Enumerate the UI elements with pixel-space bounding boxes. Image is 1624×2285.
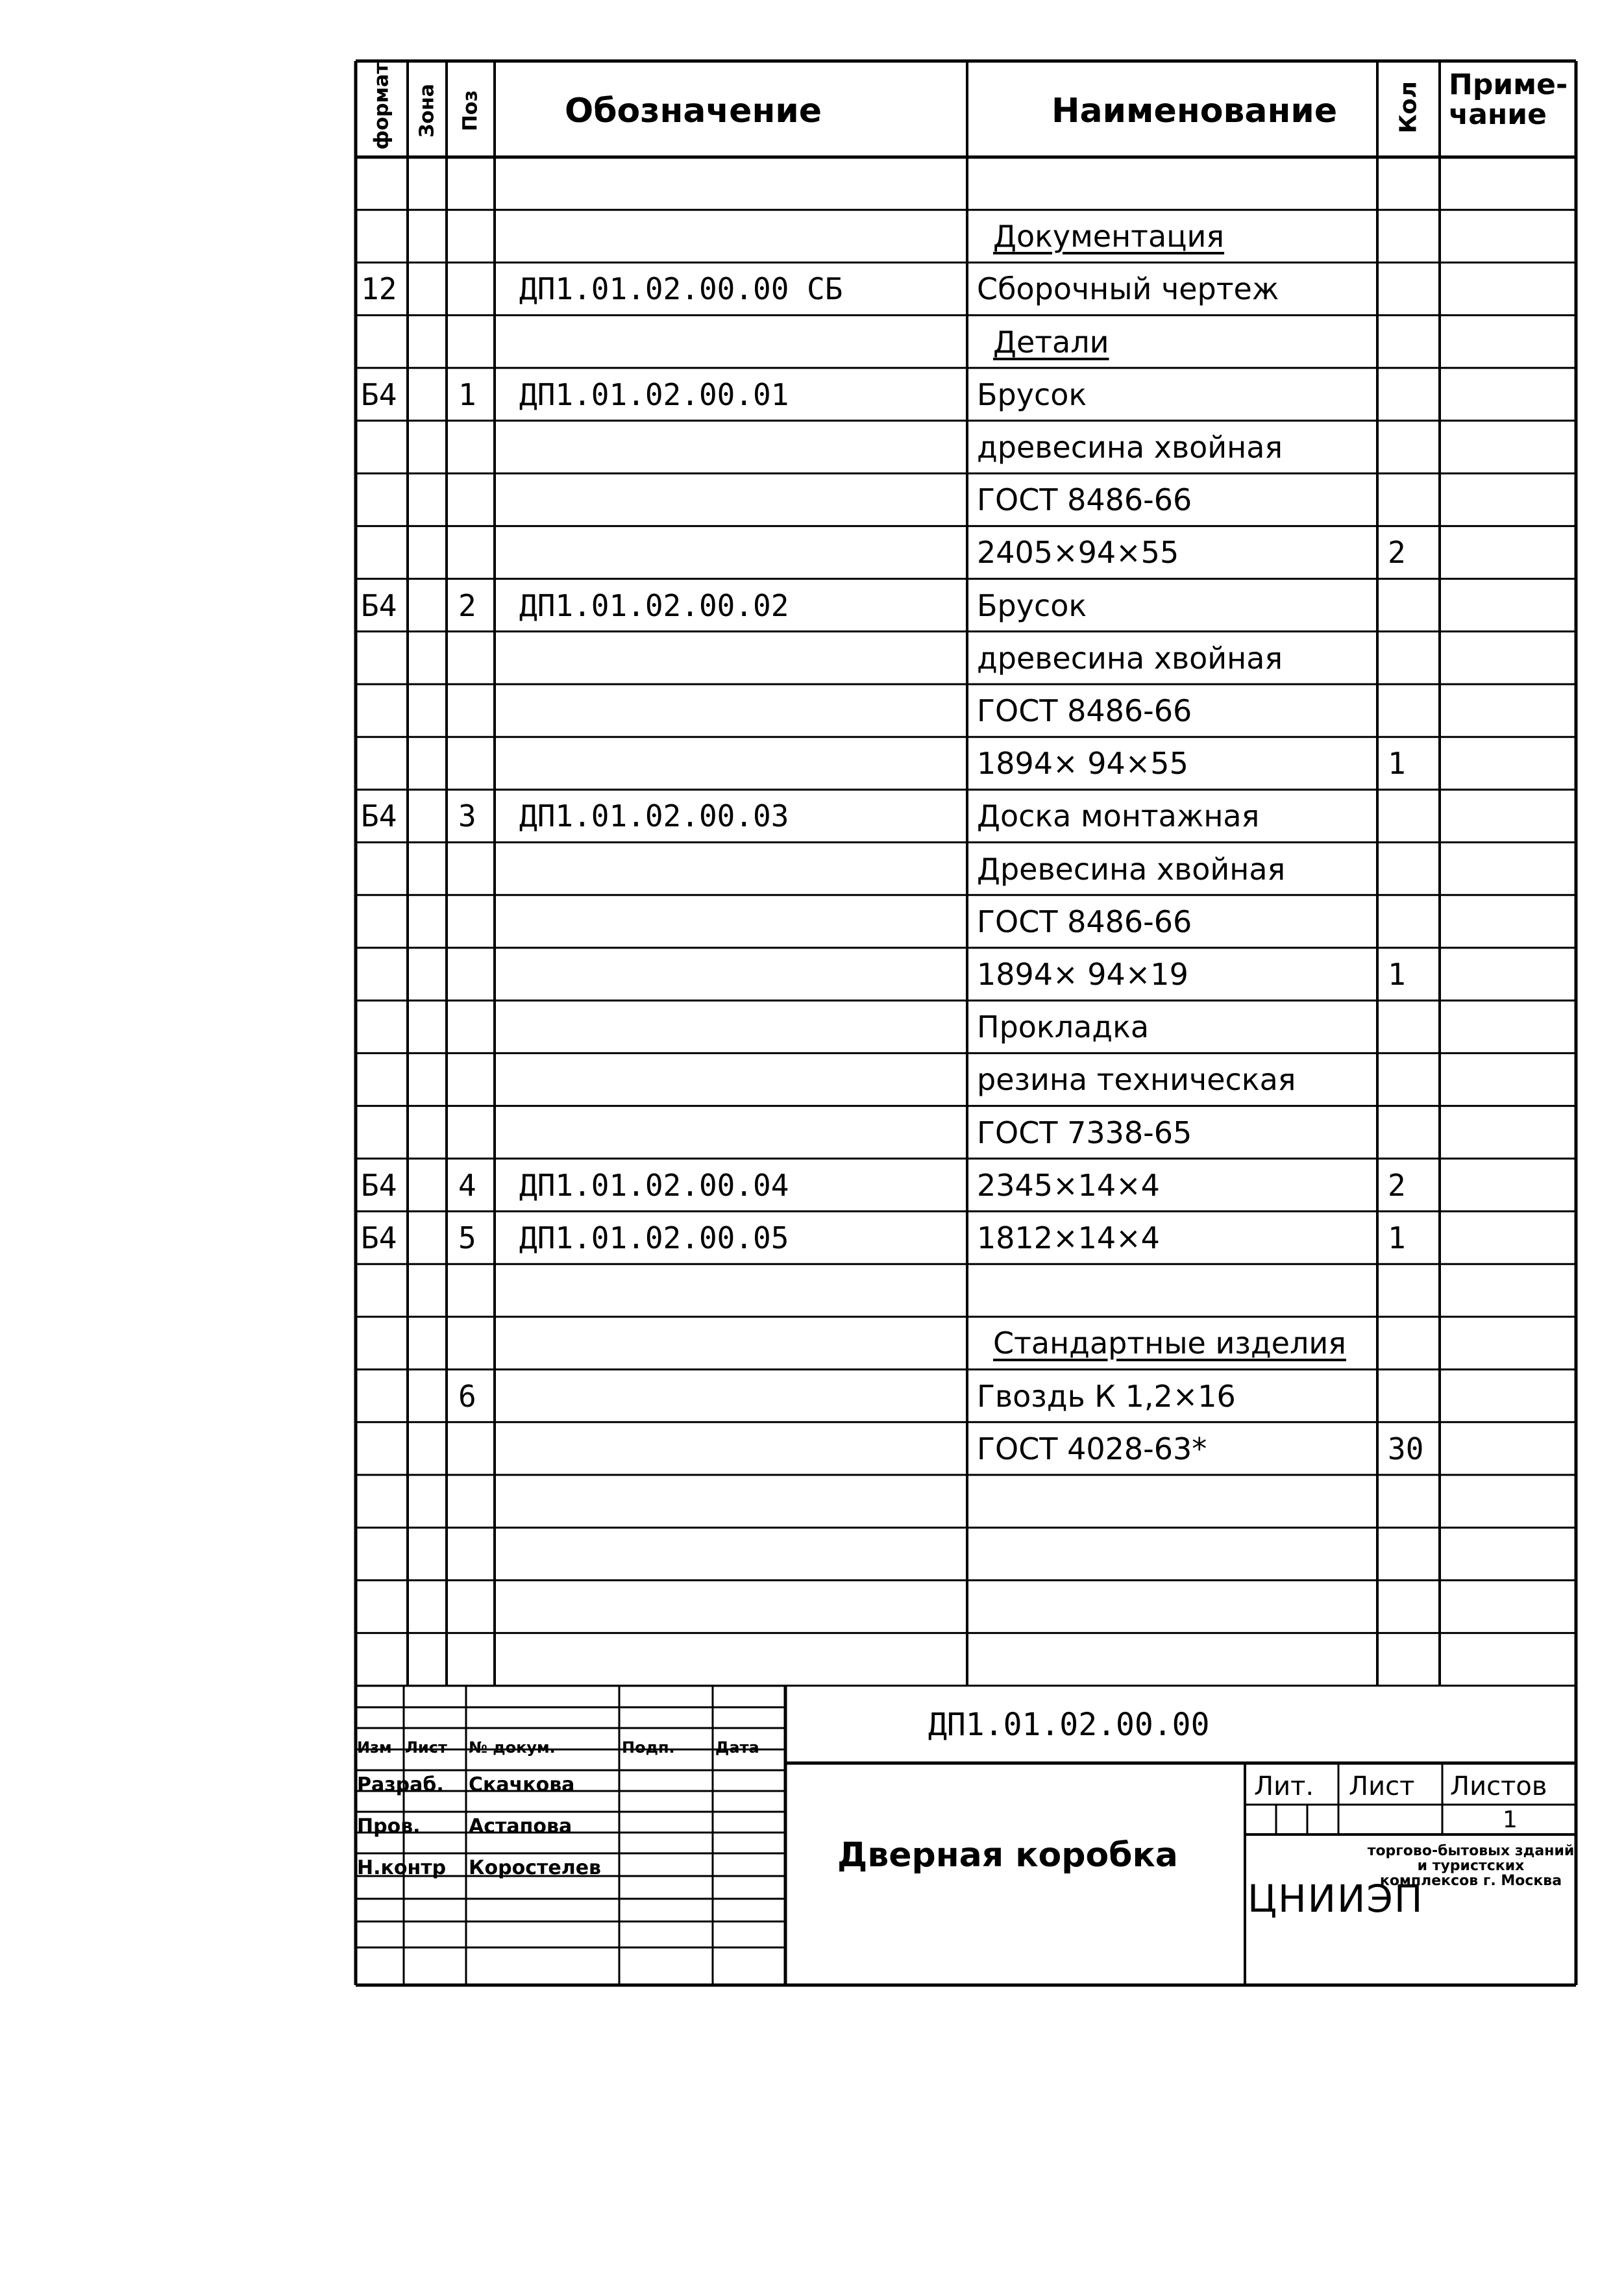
sheet-label: Лист [1349,1772,1415,1801]
row-designation: ДП1.01.02.00.05 [519,1220,789,1255]
name-developer: Скачкова [469,1773,575,1796]
org-logo: ЦНИИЭП [1248,1877,1424,1921]
row-pos: 1 [458,377,476,412]
row-format: 12 [361,271,397,307]
row-designation: ДП1.01.02.00.04 [519,1167,789,1203]
sheets-value: 1 [1503,1807,1518,1833]
row-qty: 2 [1388,1167,1406,1203]
org-name: торгово-бытовых зданий и туристских комплексов г. Москва [1367,1843,1575,1890]
header-designation: Обозначение [565,92,822,130]
row-pos: 5 [458,1220,476,1255]
row-name: Сборочный чертеж [977,271,1279,307]
row-pos: 3 [458,798,476,834]
row-qty: 2 [1388,535,1406,571]
row-name: ГОСТ 8486-66 [977,904,1192,939]
row-format: Б4 [361,1167,397,1203]
col-date: Дата [715,1738,759,1757]
row-name: Брусок [977,377,1087,412]
row-qty: 1 [1388,1220,1406,1255]
row-name: резина техническая [977,1062,1296,1098]
row-qty: 1 [1388,746,1406,782]
header-qty: Кол [1395,80,1422,134]
row-pos: 2 [458,587,476,623]
row-designation: ДП1.01.02.00.03 [519,798,789,834]
lit-label: Лит. [1254,1772,1314,1801]
row-name: древесина хвойная [977,430,1283,465]
row-designation: ДП1.01.02.00.02 [519,587,789,623]
row-name: Документация [993,219,1225,254]
row-format: Б4 [361,798,397,834]
row-name: ГОСТ 8486-66 [977,693,1192,728]
row-name: ГОСТ 8486-66 [977,482,1192,518]
row-name: Доска монтажная [977,798,1260,834]
role-developer: Разраб. [357,1773,444,1796]
row-name: Прокладка [977,1009,1150,1045]
row-pos: 6 [458,1378,476,1414]
row-format: Б4 [361,1220,397,1255]
row-name: 1894× 94×19 [977,957,1188,992]
row-name: Брусок [977,587,1087,623]
col-izm: Изм [357,1738,392,1757]
row-designation: ДП1.01.02.00.01 [519,377,789,412]
header-zone: Зона [415,84,439,138]
name-norm-control: Коростелев [469,1857,602,1879]
doc-title: Дверная коробка [837,1836,1178,1875]
row-name: ГОСТ 7338-65 [977,1115,1192,1150]
sheets-label: Листов [1450,1772,1547,1801]
header-format: формат [370,62,393,150]
row-pos: 4 [458,1167,476,1203]
row-name: ГОСТ 4028-63* [977,1431,1207,1466]
row-qty: 30 [1388,1431,1424,1466]
header-name: Наименование [1052,92,1338,130]
name-checker: Астапова [469,1815,572,1838]
row-format: Б4 [361,587,397,623]
row-name: Стандартные изделия [993,1326,1346,1361]
row-name: 2345×14×4 [977,1167,1160,1203]
row-name: Гвоздь К 1,2×16 [977,1378,1236,1414]
role-checker: Пров. [357,1815,421,1838]
row-name: Детали [993,324,1109,360]
col-doc: № докум. [469,1738,556,1757]
header-note: Приме- чание [1449,68,1568,132]
row-qty: 1 [1388,957,1406,992]
row-name: 2405×94×55 [977,535,1179,571]
role-norm-control: Н.контр [357,1857,447,1879]
row-name: 1812×14×4 [977,1220,1160,1255]
col-sign: Подп. [622,1738,675,1757]
row-designation: ДП1.01.02.00.00 СБ [519,271,843,307]
header-pos: Поз [459,90,482,132]
row-format: Б4 [361,377,397,412]
row-name: Древесина хвойная [977,851,1286,887]
row-name: древесина хвойная [977,640,1283,676]
doc-number: ДП1.01.02.00.00 [928,1707,1210,1743]
col-list: Лист [405,1738,447,1757]
row-name: 1894× 94×55 [977,746,1188,782]
